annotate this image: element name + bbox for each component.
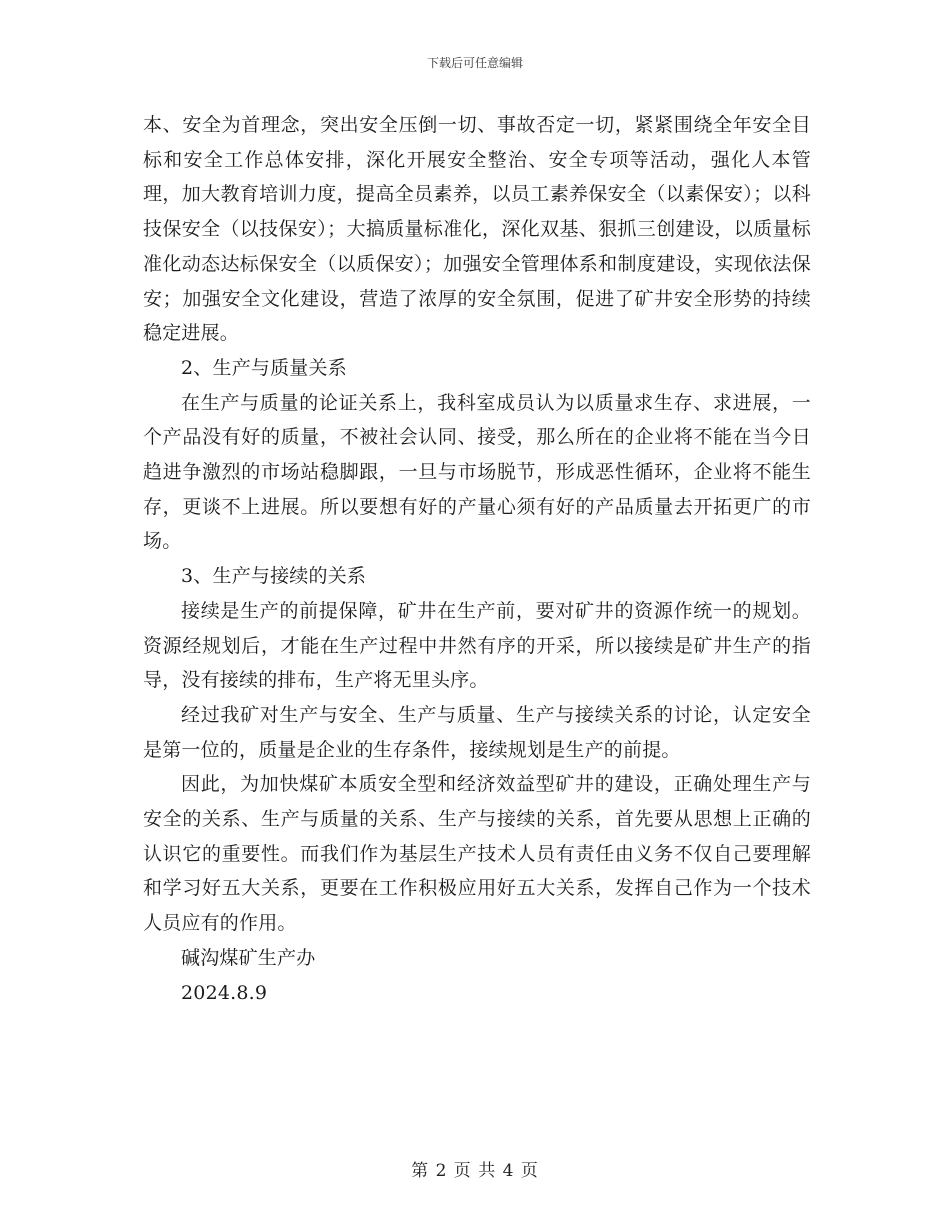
paragraph-production-quality: 在生产与质量的论证关系上，我科室成员认为以质量求生存、求进展，一个产品没有好的质量，不被社会认同、接受，那么所在的企业将不能在当今日趋进争激烈的市场站稳脚跟，一旦与市场脱节，形成恶性循环，企业将不能生存，更谈不上进展。所以要想有好的产量心须有好的产品质量去开拓更广的市场。 [143,391,811,553]
document-body [143,108,811,1010]
signature-date: 2024.8.9 [181,981,268,1004]
heading-production-continuity: 3、生产与接续的关系 [181,565,367,588]
paragraph-safety-continued: 本、安全为首理念，突出安全压倒一切、事故否定一切，紧紧围绕全年安全目标和安全工作总体安排，深化开展安全整治、安全专项等活动，强化人本管理，加大教育培训力度，提高全员素养，以员工素养保安全（以素保安）；以科技保安全（以技保安）；大搞质量标准化，深化双基、狠抓三创建设，以质量标准化动态达标保安全（以质保安）；加强安全管理体系和制度建设，实现依法保安；加强安全文化建设，营造了浓厚的安全氛围，促进了矿井安全形势的持续稳定进展。 [143,114,811,345]
signature-department: 碱沟煤矿生产办 [181,946,316,969]
page-header-note: 下载后可任意编辑 [426,56,523,70]
paragraph-discussion-conclusion: 经过我矿对生产与安全、生产与质量、生产与接续关系的讨论，认定安全是第一位的，质量是企业的生存条件，接续规划是生产的前提。 [143,703,811,761]
heading-production-quality: 2、生产与质量关系 [181,356,347,379]
paragraph-summary: 因此，为加快煤矿本质安全型和经济效益型矿井的建设，正确处理生产与安全的关系、生产与质量的关系、生产与接续的关系，首先要从思想上正确的认识它的重要性。而我们作为基层生产技术人员有责任由义务不仅自己要理解和学习好五大关系，更要在工作积极应用好五大关系，发挥自己作为一个技术人员应有的作用。 [143,773,811,935]
paragraph-production-continuity: 接续是生产的前提保障，矿井在生产前，要对矿井的资源作统一的规划。资源经规划后，才能在生产过程中井然有序的开采，所以接续是矿井生产的指导，没有接续的排布，生产将无里头序。 [143,599,811,692]
page-number-footer: 第 2 页 共 4 页 [411,1161,539,1181]
